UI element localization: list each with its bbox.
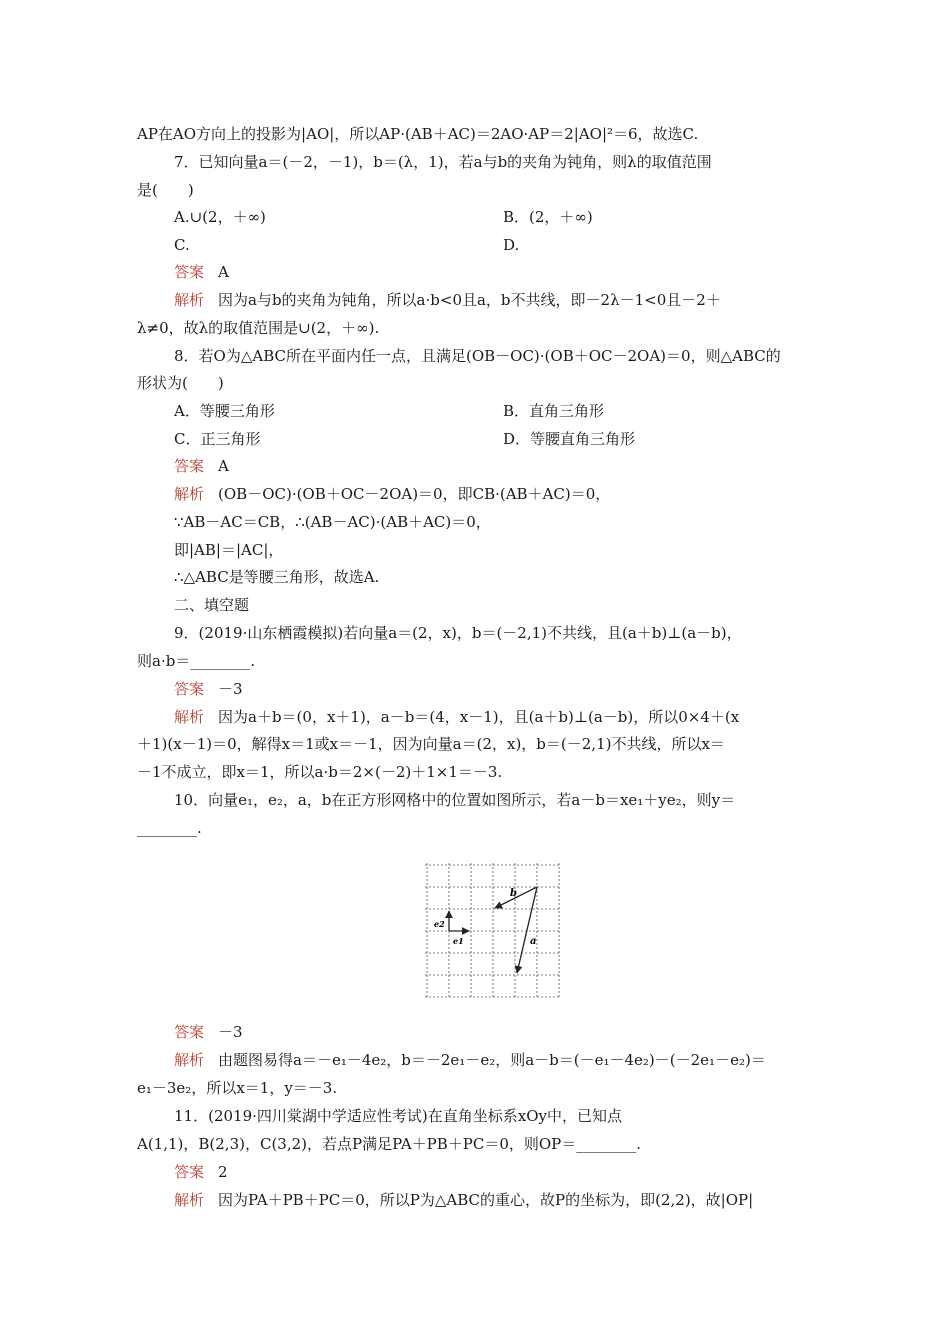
solution-text: 由题图易得a＝－e₁－4e₂，b＝－2e₁－e₂，则a－b＝(－e₁－4e₂)－(－2e₁－e₂)＝ (218, 1051, 766, 1069)
q8-option-d: D．等腰直角三角形 (503, 430, 636, 448)
q7-option-c: C. (174, 236, 190, 254)
text-line: AP在AO方向上的投影为|AO|，所以AP·(AB＋AC)＝2AO·AP＝2|AO|²＝6，故选C. (137, 125, 699, 143)
q9-answer (174, 679, 854, 699)
question-8-stem: 8．若O为△ABC所在平面内任一点，且满足(OB－OC)·(OB＋OC－2OA)＝0，则△ABC的 (174, 347, 781, 365)
answer-label: 答案 (174, 1163, 205, 1181)
vector-a-arrow (517, 887, 537, 973)
q8-answer (174, 456, 854, 476)
question-11-stem-cont: A(1,1)，B(2,3)，C(3,2)，若点P满足PA＋PB＋PC＝0，则OP＝________. (137, 1135, 642, 1153)
q8-option-c: C．正三角形 (174, 430, 261, 448)
question-7-stem-cont: 是( ) (137, 181, 194, 199)
q10-solution (174, 1050, 854, 1070)
q10-solution-line2: e₁－3e₂，所以x＝1，y＝－3. (137, 1079, 338, 1097)
solution-label: 解析 (174, 485, 205, 503)
q9-solution (174, 707, 854, 727)
grid-lines (425, 863, 560, 998)
solution-text: 因为a与b的夹角为钝角，所以a·b<0且a，b不共线，即－2λ－1<0且－2＋ (218, 291, 721, 309)
q8-solution (174, 484, 854, 504)
answer-label: 答案 (174, 263, 205, 281)
q8-solution-line3: 即|AB|＝|AC|， (174, 541, 284, 559)
answer-label: 答案 (174, 1023, 205, 1041)
vector-grid-figure (420, 858, 565, 1003)
question-11-stem: 11．(2019·四川棠湖中学适应性考试)在直角坐标系xOy中，已知点 (174, 1107, 622, 1125)
q7-answer (174, 262, 854, 282)
q8-solution-line2: ∵AB－AC＝CB，∴(AB－AC)·(AB＋AC)＝0， (174, 513, 491, 531)
solution-text: 因为a＋b＝(0，x＋1)，a－b＝(4，x－1)，且(a＋b)⊥(a－b)，所以0×4＋(x (218, 708, 740, 726)
q9-solution-line3: －1不成立，即x＝1，所以a·b＝2×(－2)＋1×1＝－3. (137, 763, 503, 781)
q9-solution-line2: ＋1)(x－1)＝0，解得x＝1或x＝－1，因为向量a＝(2，x)，b＝(－2,1)不共线，所以x＝ (137, 735, 725, 753)
q7-solution-cont: λ≠0，故λ的取值范围是∪(2，＋∞). (137, 319, 380, 337)
answer-value: －3 (218, 1023, 243, 1041)
q8-solution-line4: ∴△ABC是等腰三角形，故选A. (174, 568, 380, 586)
question-10-stem-cont: ________. (137, 819, 202, 837)
solution-label: 解析 (174, 1191, 205, 1209)
solution-label: 解析 (174, 708, 205, 726)
solution-label: 解析 (174, 1051, 205, 1069)
question-9-stem: 9．(2019·山东栖霞模拟)若向量a＝(2，x)，b＝(－2,1)不共线，且(a＋b)⊥(a－b)， (174, 624, 742, 642)
q8-option-b: B．直角三角形 (503, 402, 605, 420)
q11-solution (174, 1190, 854, 1210)
answer-value: 2 (218, 1163, 228, 1181)
label-e1: e1 (453, 936, 464, 946)
answer-value: －3 (218, 680, 243, 698)
solution-text: (OB－OC)·(OB＋OC－2OA)＝0，即CB·(AB＋AC)＝0， (218, 485, 611, 503)
q11-answer (174, 1162, 854, 1182)
q7-solution (174, 290, 854, 310)
section-heading: 二、填空题 (174, 596, 250, 614)
q8-option-a: A．等腰三角形 (174, 402, 275, 420)
question-7-stem: 7．已知向量a＝(－2，－1)，b＝(λ，1)，若a与b的夹角为钝角，则λ的取值范围 (174, 153, 712, 171)
answer-label: 答案 (174, 680, 205, 698)
q10-answer (174, 1022, 854, 1042)
label-b: b (510, 888, 517, 899)
label-a: a (530, 936, 537, 947)
question-9-stem-cont: 则a·b＝________. (137, 652, 256, 670)
q7-option-d: D. (503, 236, 520, 254)
label-e2: e2 (434, 919, 445, 929)
answer-value: A (218, 263, 229, 281)
answer-label: 答案 (174, 457, 205, 475)
question-10-stem: 10．向量e₁，e₂，a，b在正方形网格中的位置如图所示，若a－b＝xe₁＋ye₂，则y＝ (174, 791, 736, 809)
q7-option-a: A.∪(2，＋∞) (174, 208, 266, 226)
q7-option-b: B．(2，＋∞) (503, 208, 593, 226)
solution-text: 因为PA＋PB＋PC＝0，所以P为△ABC的重心，故P的坐标为，即(2,2)，故|OP| (218, 1191, 754, 1209)
solution-label: 解析 (174, 291, 205, 309)
question-8-stem-cont: 形状为( ) (137, 374, 224, 392)
answer-value: A (218, 457, 229, 475)
